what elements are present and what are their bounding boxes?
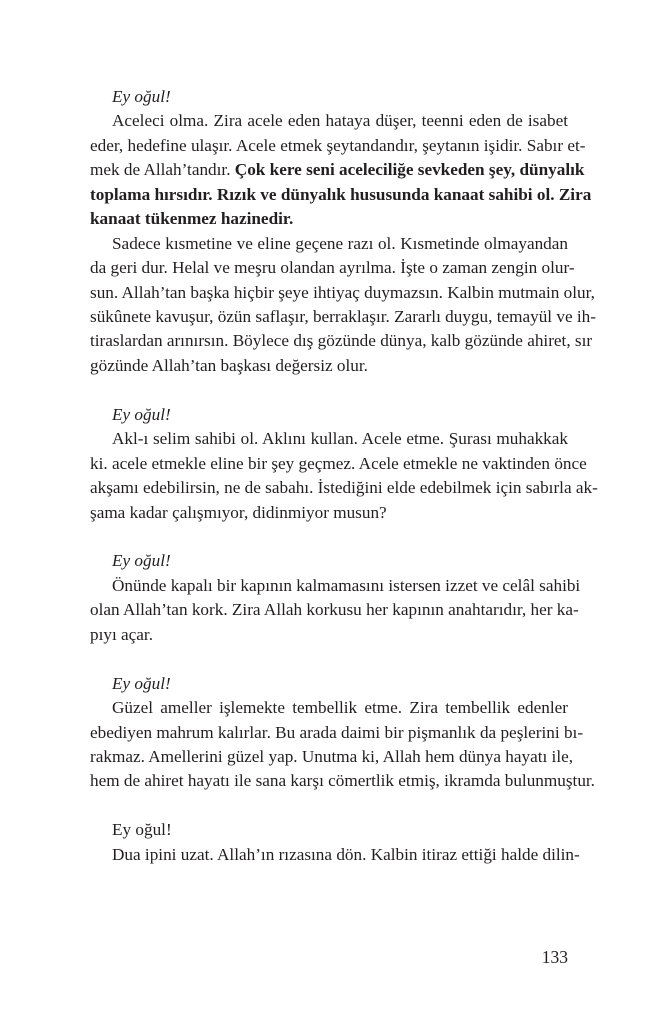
paragraph-section [90, 403, 598, 525]
body-text: hem de ahiret hayatı ile sana karşı cömertlik etmiş, ikramda bulunmuştur. [90, 771, 595, 791]
text-line [90, 843, 580, 867]
section-heading: Ey oğul! [112, 404, 171, 424]
body-text: şama kadar çalışmıyor, didinmiyor musun? [90, 502, 387, 522]
text-line [90, 574, 581, 598]
text-line [90, 183, 592, 207]
text-line [90, 305, 596, 329]
body-text: ki. acele etmekle eline bir şey geçmez. Acele etmekle ne vaktinden önce [90, 453, 587, 473]
section-heading: Ey oğul! [112, 820, 172, 840]
section-heading: Ey oğul! [112, 673, 171, 693]
body-text: tiraslardan arınırsın. Böylece dış gözünde dünya, kalb gözünde ahiret, sır [90, 331, 593, 351]
text-line [90, 354, 568, 378]
body-text: Sadece kısmetine ve eline geçene razı ol. Kısmetinde olmayandan [112, 233, 568, 253]
body-text: gözünde Allah’tan başkası değersiz olur. [90, 355, 368, 375]
bold-text: kanaat tükenmez hazinedir. [90, 209, 294, 229]
text-line [90, 207, 568, 231]
text-line [90, 452, 587, 476]
section-heading: Ey oğul! [112, 87, 171, 106]
body-text: Akl-ı selim sahibi ol. Aklını kullan. Acele etme. Şurası muhakkak [112, 429, 568, 449]
body-text: rakmaz. Amellerini güzel yap. Unutma ki, Allah hem dünya hayatı ile, [90, 747, 574, 766]
text-line [90, 329, 593, 353]
body-text: Önünde kapalı bir kapının kalmamasını istersen izzet ve celâl sahibi [112, 575, 581, 595]
body-text: sükûnete kavuşur, özün saflaşır, berraklaşır. Zararlı duygu, temayül ve ih- [90, 306, 596, 326]
text-line [90, 623, 568, 647]
text-line [90, 109, 568, 133]
paragraph-section [90, 549, 581, 647]
text-line [90, 281, 595, 305]
body-text: ebediyen mahrum kalırlar. Bu arada daimi bir pişmanlık da peşlerini bı- [90, 722, 584, 742]
text-line [90, 427, 568, 451]
body-text: olan Allah’tan kork. Zira Allah korkusu her kapının anahtarıdır, her ka- [90, 600, 579, 620]
text-line [90, 134, 586, 158]
paragraph-section [90, 672, 595, 794]
paragraph-section [90, 818, 580, 867]
body-text: Aceleci olma. Zira acele eden hataya düşer, teenni eden de isabet [112, 111, 568, 131]
text-line [90, 501, 568, 525]
body-text: mek de Allah’tandır. [90, 160, 235, 180]
body-text: da geri dur. Helal ve meşru olandan ayrılma. İşte o zaman zengin olur- [90, 258, 575, 278]
body-text: pıyı açar. [90, 624, 153, 644]
text-line [90, 745, 574, 769]
text-line [90, 721, 584, 745]
section-heading: Ey oğul! [112, 551, 171, 571]
bold-text: toplama hırsıdır. Rızık ve dünyalık hususunda kanaat sahibi ol. Zira [90, 184, 592, 204]
text-line [90, 232, 568, 256]
body-text: Güzel ameller işlemekte tembellik etme. Zira tembellik edenler [112, 698, 568, 718]
bold-text: Çok kere seni aceleciliğe sevkeden şey, dünyalık [234, 160, 585, 180]
body-text: eder, hedefine ulaşır. Acele etmek şeytandandır, şeytanın işidir. Sabır et- [90, 135, 586, 155]
body-text: sun. Allah’tan başka hiçbir şeye ihtiyaç duymazsın. Kalbin mutmain olur, [90, 282, 595, 302]
page-body [90, 85, 598, 892]
text-line [90, 158, 585, 182]
text-line [90, 769, 595, 793]
body-text: Dua ipini uzat. Allah’ın rızasına dön. Kalbin itiraz ettiği halde dilin- [112, 844, 580, 864]
body-text: akşamı edebilirsin, ne de sabahı. İstediğini elde edebilmek için sabırla ak- [90, 478, 598, 498]
page-number: 133 [541, 947, 568, 967]
paragraph-section [90, 85, 596, 378]
text-line [90, 256, 575, 280]
text-line [90, 696, 568, 720]
text-line [90, 476, 598, 500]
text-line [90, 598, 579, 622]
